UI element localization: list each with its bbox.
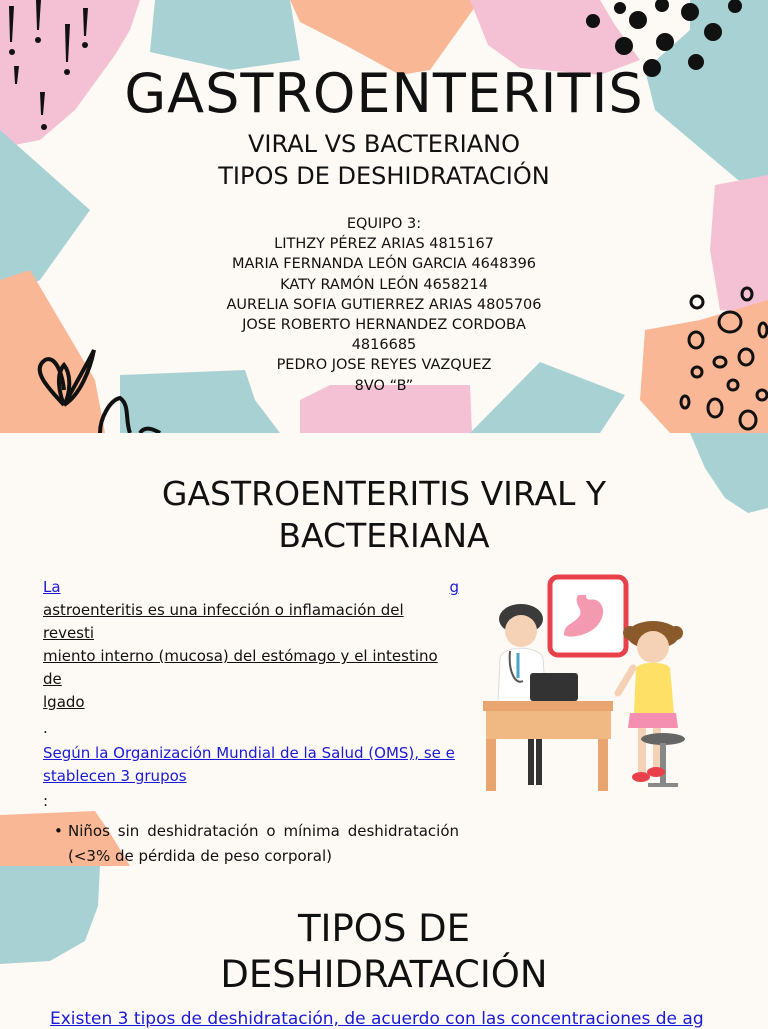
definition-text: astroenteritis es una infección o inflamación del revesti miento interno (mucosa) del estómago y el intestino de lgado bbox=[43, 601, 438, 711]
title-slide bbox=[0, 0, 768, 433]
title-line-1: GASTROENTERITIS VIRAL Y bbox=[161, 474, 607, 513]
slide-title bbox=[0, 473, 768, 557]
team-line: 4816685 bbox=[351, 337, 417, 354]
viral-bacterial-slide bbox=[0, 433, 768, 866]
title-line-2: BACTERIANA bbox=[278, 516, 490, 555]
colon-text: : bbox=[43, 792, 49, 810]
team-line: AURELIA SOFIA GUTIERREZ ARIAS 4805706 bbox=[226, 296, 542, 313]
team-list bbox=[0, 214, 768, 396]
definition-link-end[interactable]: g bbox=[449, 578, 459, 596]
presentation-subtitle bbox=[0, 128, 768, 192]
team-line: MARIA FERNANDA LEÓN GARCIA 4648396 bbox=[231, 256, 537, 273]
list-item: • Niños sin deshidratación o mínima deshidratación (<3% de pérdida de peso corporal) bbox=[68, 819, 459, 869]
team-line: KATY RAMÓN LEÓN 4658214 bbox=[280, 276, 488, 293]
team-line: LITHZY PÉREZ ARIAS 4815167 bbox=[274, 236, 494, 253]
team-line: JOSE ROBERTO HERNANDEZ CORDOBA bbox=[242, 317, 526, 334]
presentation-title: GASTROENTERITIS bbox=[124, 62, 644, 125]
dehydration-types-link[interactable]: Existen 3 tipos de deshidratación, de acuerdo con las concentraciones de ag bbox=[50, 1009, 704, 1029]
team-line: PEDRO JOSE REYES VAZQUEZ bbox=[276, 357, 492, 374]
doctor-patient-illustration bbox=[478, 573, 698, 798]
first-line bbox=[43, 576, 459, 599]
oms-link[interactable]: Según la Organización Mundial de la Salud (OMS), se e stablecen 3 grupos bbox=[43, 744, 455, 785]
title-line-2: DESHIDRATACIÓN bbox=[220, 953, 548, 996]
team-line: EQUIPO 3: bbox=[346, 216, 422, 232]
slide-title bbox=[0, 906, 768, 998]
dehydration-slide bbox=[0, 866, 768, 1029]
subtitle-line-2: TIPOS DE DESHIDRATACIÓN bbox=[218, 162, 550, 190]
definition-link[interactable]: La bbox=[43, 578, 61, 596]
title-line-1: TIPOS DE bbox=[297, 907, 471, 950]
subtitle-line-1: VIRAL VS BACTERIANO bbox=[248, 130, 520, 158]
period-text: . bbox=[43, 719, 48, 737]
team-line: 8VO “B” bbox=[354, 377, 414, 394]
